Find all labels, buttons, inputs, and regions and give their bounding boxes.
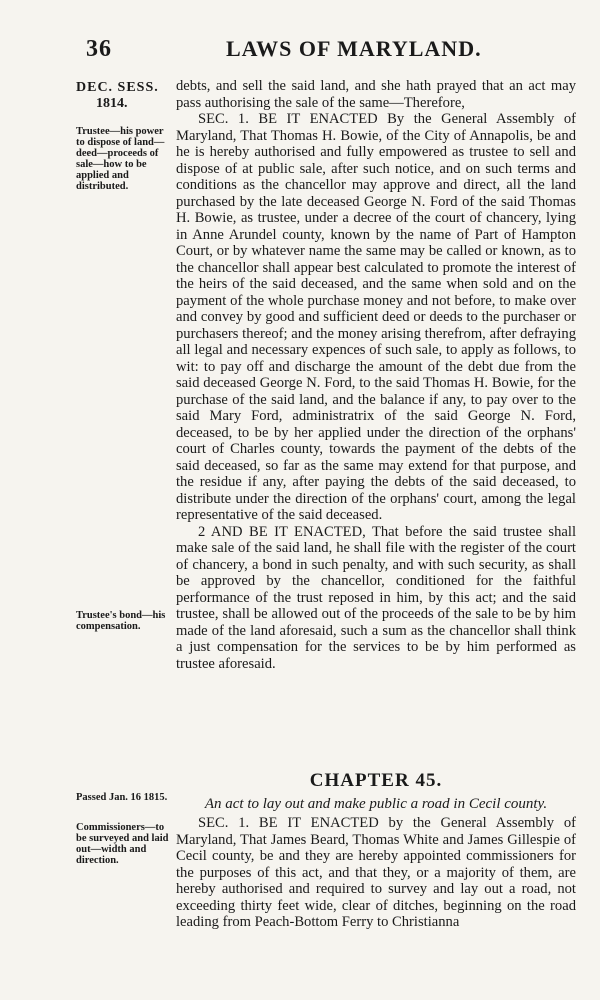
act-body-text [176,78,576,672]
page-number: 36 [86,36,112,62]
margin-session [76,80,172,112]
preamble-paragraph: debts, and sell the said land, and she hath prayed that an act may pass authorising the sale of the same—Therefore, [176,78,576,111]
session-label: DEC. SESS. [76,80,159,95]
margin-note-commissioners: Commissioners—to be surveyed and laid out—width and direction. [76,822,169,866]
margin-note-passed: Passed Jan. 16 1815. [76,792,168,803]
running-head: LAWS OF MARYLAND. [226,36,482,61]
margin-note-trustee-power: Trustee—his power to dispose of land—deed—proceeds of sale—how to be applied and distributed. [76,126,165,192]
chapter-title: An act to lay out and make public a road in Cecil county. [204,796,548,812]
chapter-heading: CHAPTER 45. [309,770,443,791]
session-year: 1814. [96,96,128,111]
section-2-paragraph: 2 AND BE IT ENACTED, That before the said trustee shall make sale of the said land, he shall file with the register of the court of chancery, a bond in such penalty, and with such security, as shall be approved by the chancellor, conditioned for the faithful performance of the trust reposed in him, by this act; and the said trustee, shall be allowed out of the proceeds of the sale to be by him made of the land aforesaid, such a sum as the chancellor shall think a just compensation for the services to be by him performed as trustee aforesaid. [176,523,576,672]
section-1-paragraph: SEC. 1. BE IT ENACTED By the General Assembly of Maryland, That Thomas H. Bowie, of the City of Annapolis, be and he is hereby authorised and fully empowered as trustee to sell and dispose of at public sale, after such notice, and on such terms and conditions as the chancellor may approve and direct, all the land purchased by the late deceased George N. Ford of the said Thomas H. Bowie, as trustee, under a decree of the court of chancery, lying in Anne Arundel county, known by the name of Part of Hampton Court, or by whatever name the same may be called or known, as to the chancellor shall appear best calculated to promote the interest of the heirs of the said deceased, and the same when sold and on the payment of the whole purchase money and not before, to make over and convey by good and sufficient deed or deeds to the purchaser or purchasers thereof; and the money arising therefrom, after defraying all legal and necessary expences of such sale, to apply as follows, to wit: to pay off and discharge the amount of the debt due from the said deceased George N. Ford, to the said Thomas H. Bowie, for the purchase of the said land, and the balance if any, to pay over to the said Mary Ford, administratrix of the said George N. Ford, deceased, to be by her applied under the direction of the orphans' court of Charles county, towards the payment of the debts of the said deceased, so far as the same may extend for that purpose, and the residue if any, after paying the debts of the said deceased, to distribute under the direction of the orphans' court, among the legal representative of the said deceased. [176,111,576,523]
chapter-45-text [176,815,576,931]
chapter-45-section-1: SEC. 1. BE IT ENACTED by the General Assembly of Maryland, That James Beard, Thomas White and James Gillespie of Cecil county, be and they are hereby appointed commissioners for the purposes of this act, and that they, or a majority of them, are hereby authorised and required to survey and lay out a road, not exceeding thirty feet wide, clear of ditches, beginning on the road leading from Peach-Bottom Ferry to Christianna [176,815,576,930]
margin-note-trustee-bond: Trustee's bond—his compensation. [76,610,166,632]
page-header [86,36,576,66]
